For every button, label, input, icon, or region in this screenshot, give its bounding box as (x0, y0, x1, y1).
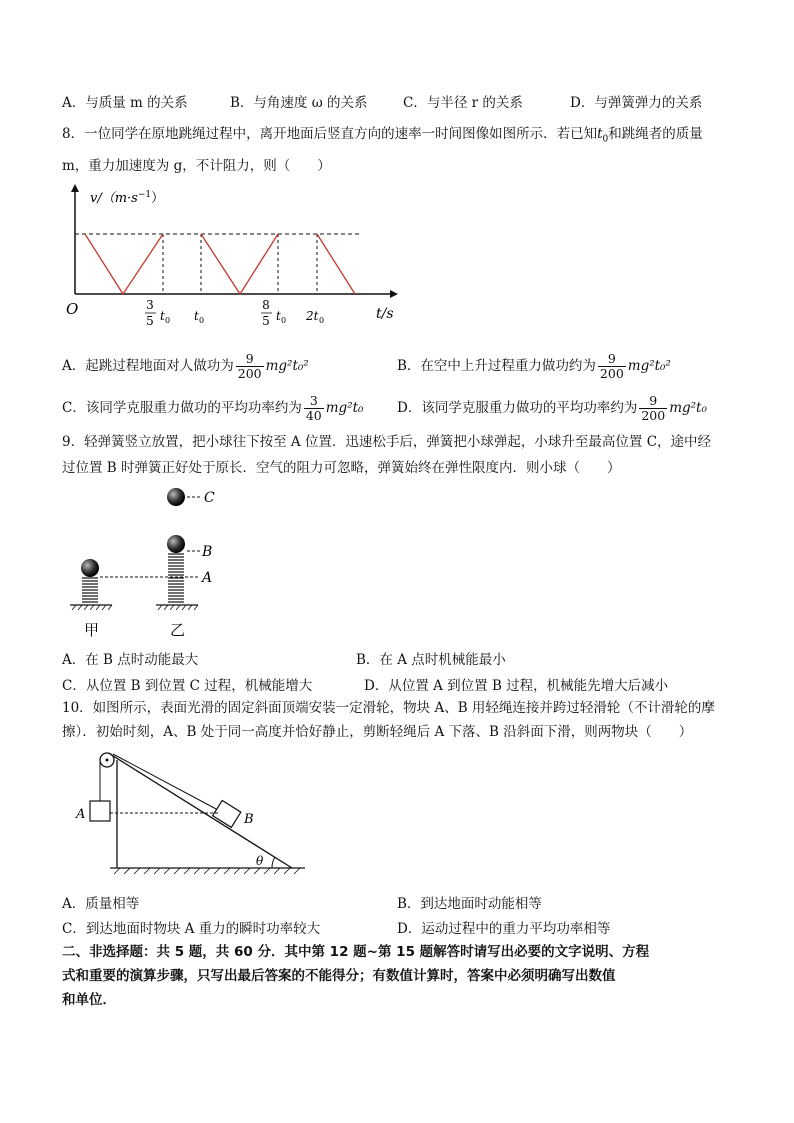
block-b (213, 800, 241, 827)
label-theta: θ (256, 854, 264, 868)
section2-line3: 和单位． (62, 992, 116, 1008)
q8-stem-line1: 8．一位同学在原地跳绳过程中，离开地面后竖直方向的速率一时间图像如图所示．若已知$t_0$和跳绳者的质量 (62, 126, 703, 145)
tick2-t: t (194, 309, 199, 323)
tick3-sub: 0 (281, 316, 287, 325)
tick2-sub: 0 (199, 316, 205, 325)
q9-stem-line2: 过位置 B 时弹簧正好处于原长．空气的阻力可忽略，弹簧始终在弹性限度内．则小球（ ） (62, 460, 621, 476)
q9-option-a: A．在 B 点时动能最大 (62, 652, 199, 668)
label-a: A (76, 807, 86, 822)
tick4-sub: 0 (319, 316, 325, 325)
label-jia: 甲 (84, 621, 100, 639)
ball-jia (81, 559, 99, 577)
q10-option-d: D．运动过程中的重力平均功率相等 (397, 921, 611, 937)
tick3-t: t (276, 309, 281, 323)
q9-option-d: D．从位置 A 到位置 B 过程，机械能先增大后减小 (364, 678, 669, 694)
q8-option-b: B．在空中上升过程重力做功约为 $\frac{9}{200}$ mg²t₀² (397, 351, 671, 381)
q10-stem-line2: 擦）．初始时刻，A、B 处于同一高度并恰好静止，剪断轻绳后 A 下落、B 沿斜面下滑，则两物块（ ） (62, 724, 693, 740)
label-a: A (202, 570, 213, 586)
q7-option-d: D．与弹簧弹力的关系 (570, 95, 703, 111)
section2-line2: 式和重要的演算步骤，只写出最后答案的不能得分；有数值计算时，答案中必须明确写出数值 (62, 968, 616, 984)
tick4-t: 2t (306, 309, 319, 323)
q8-option-a: A．起跳过程地面对人做功为 $\frac{9}{200}$ mg²t₀² (62, 351, 309, 381)
label-b: B (202, 544, 213, 560)
q10-option-a: A．质量相等 (62, 896, 140, 912)
q9-stem-line1: 9．轻弹簧竖立放置，把小球往下按至 A 位置．迅速松手后，弹簧把小球弹起，小球升至最高位置 C，途中经 (62, 434, 712, 450)
tick3-den: 5 (262, 314, 270, 328)
q9-option-c: C．从位置 B 到位置 C 过程，机械能增大 (62, 678, 313, 694)
q10-stem-line1: 10．如图所示，表面光滑的固定斜面顶端安装一定滑轮，物块 A、B 用轻绳连接并跨过轻滑轮（不计滑轮的摩 (62, 700, 715, 716)
q9-spring-figure (60, 482, 260, 642)
tick1-den: 5 (146, 314, 154, 328)
q10-option-c: C．到达地面时物块 A 重力的瞬时功率较大 (62, 921, 321, 937)
q7-option-a: A．与质量 m 的关系 (62, 95, 188, 111)
q10-incline-figure (70, 746, 330, 886)
graph-origin: O (66, 300, 79, 318)
tick1-sub: 0 (165, 316, 171, 325)
q8-stem-line2: m，重力加速度为 g，不计阻力，则（ ） (62, 158, 331, 174)
graph-y-label: $v/(m\cdot s^{-1})$ (90, 190, 165, 206)
section2-line1: 二、非选择题：共 5 题，共 60 分．其中第 12 题~第 15 题解答时请写出必要的文字说明、方程 (62, 944, 650, 960)
label-c: C (204, 490, 215, 506)
q8-velocity-time-graph (60, 182, 400, 332)
q9-option-b: B．在 A 点时机械能最小 (356, 652, 506, 668)
q8-option-c: C．该同学克服重力做功的平均功率约为 $\frac{3}{40}$ mg²t₀ (62, 393, 364, 423)
label-yi: 乙 (170, 621, 186, 639)
q7-option-b: B．与角速度 ω 的关系 (230, 95, 368, 111)
ball-yi (167, 535, 185, 553)
q8-option-d: D．该同学克服重力做功的平均功率约为 $\frac{9}{200}$ mg²t₀ (397, 393, 707, 423)
tick3-num: 8 (262, 298, 270, 312)
label-b: B (244, 812, 254, 827)
q10-option-b: B．到达地面时动能相等 (397, 896, 542, 912)
tick1-num: 3 (146, 298, 154, 312)
graph-x-label: t/s (376, 306, 394, 322)
block-a (90, 801, 110, 821)
tick1-t: t (160, 309, 165, 323)
ball-c (167, 488, 185, 506)
q7-option-c: C．与半径 r 的关系 (403, 95, 523, 111)
